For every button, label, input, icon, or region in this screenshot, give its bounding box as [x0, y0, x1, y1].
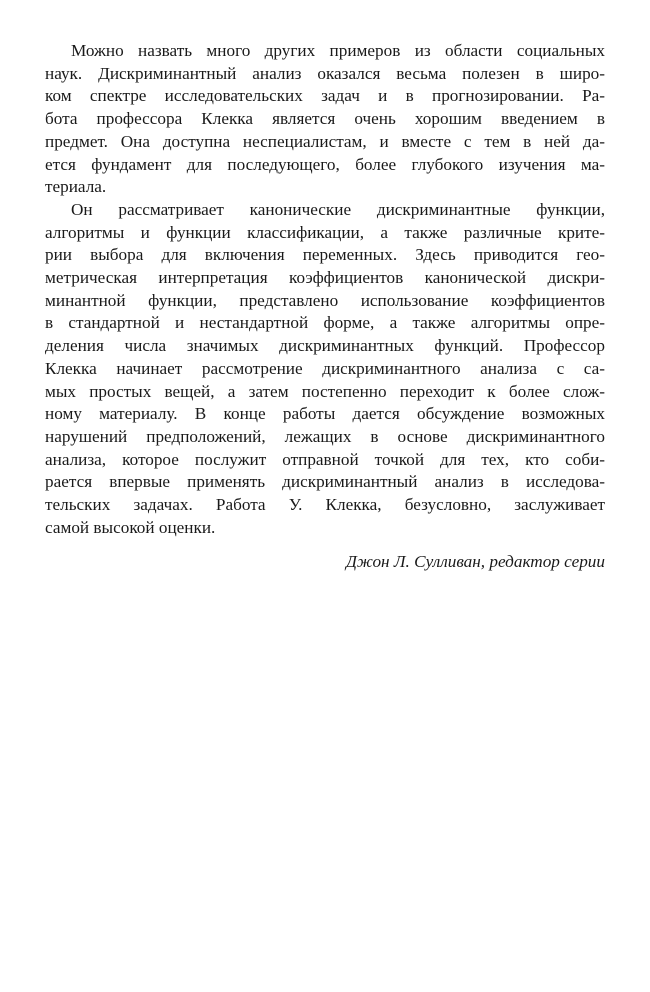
text-line: рии выбора для включения переменных. Здесь приводится гео- [45, 245, 605, 265]
text-line: минантной функции, представлено использование коэффициентов [45, 290, 605, 310]
text-line: в стандартной и нестандартной форме, а также алгоритмы опре- [45, 313, 605, 333]
text-line: рается впервые применять дискриминантный анализ в исследова- [45, 472, 605, 492]
text-line: ному материалу. В конце работы дается обсуждение возможных [45, 404, 605, 424]
text-line: ется фундамент для последующего, более глубокого изучения ма- [45, 154, 605, 174]
text-line: мых простых вещей, а затем постепенно переходит к более слож- [45, 381, 605, 401]
paragraph-1 [45, 40, 605, 199]
text-line: анализа, которое послужит отправной точкой для тех, кто соби- [45, 449, 605, 469]
signature: Джон Л. Сулливан, редактор серии [345, 552, 605, 572]
text-line: метрическая интерпретация коэффициентов канонической дискри- [45, 268, 605, 288]
text-line: тельских задачах. Работа У. Клекка, безусловно, заслуживает [45, 495, 605, 515]
text-line: самой высокой оценки. [45, 517, 216, 537]
text-line: нарушений предположений, лежащих в основе дискриминантного [45, 426, 605, 446]
page-body [45, 40, 605, 574]
text-line: деления числа значимых дискриминантных функций. Профессор [45, 336, 605, 356]
text-line: ком спектре исследовательских задач и в прогнозировании. Ра- [45, 86, 605, 106]
text-line: наук. Дискриминантный анализ оказался весьма полезен в широ- [45, 63, 605, 83]
text-line: Можно назвать много других примеров из области социальных [71, 41, 605, 60]
paragraph-2 [45, 199, 605, 540]
text-line: териала. [45, 177, 107, 197]
text-line: предмет. Она доступна неспециалистам, и вместе с тем в ней да- [45, 131, 605, 151]
text-line: алгоритмы и функции классификации, а также различные крите- [45, 222, 605, 242]
text-line: бота профессора Клекка является очень хорошим введением в [45, 109, 605, 129]
text-line: Клекка начинает рассмотрение дискриминантного анализа с са- [45, 358, 605, 378]
text-line: Он рассматривает канонические дискриминантные функции, [71, 199, 605, 219]
